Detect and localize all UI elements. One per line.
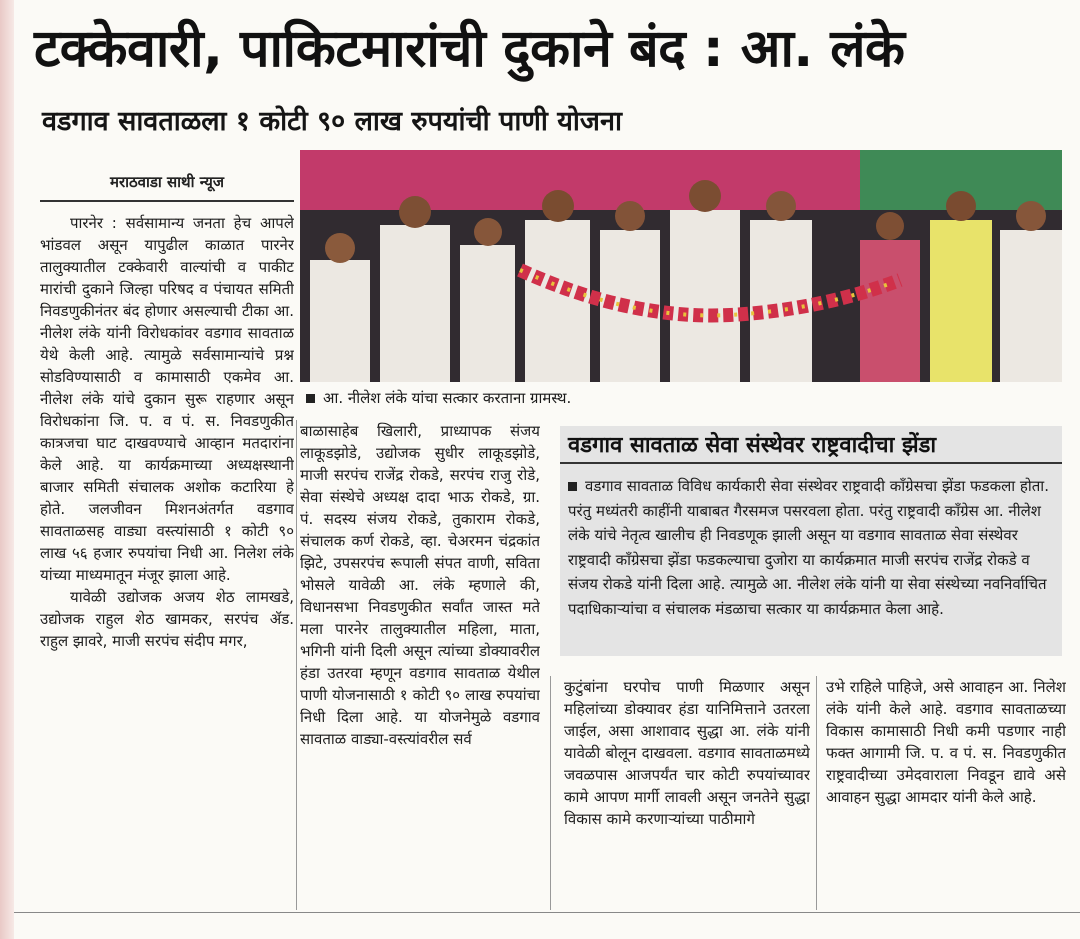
column-divider [550, 676, 551, 910]
column-divider [816, 676, 817, 910]
column-3-text: कुटुंबांना घरपोच पाणी मिळणार असून महिलांच्या डोक्यावर हंडा यानिमित्ताने उतरला जाईल, असा आशावाद सुद्धा आ. लंके यांनी यावेळी बोलून दाखवला. वडगाव सावताळमध्ये जवळपास आजपर्यंत चार कोटी रुपयांच्यावर कामे आपण मार्गी लावली असून जनतेने सुद्धा विकास कामे करणाऱ्यांच्या पाठीमागे [564, 678, 810, 828]
page-bottom-rule [14, 912, 1080, 913]
column-divider [296, 420, 297, 910]
sidebar-box-title-rule [560, 462, 1062, 464]
sidebar-box-text: वडगाव सावताळ विविध कार्यकारी सेवा संस्थेवर राष्ट्रवादी काँग्रेसचा झेंडा फडकला होता. परंतु मध्यंतरी काहींनी याबाबत गैरसमज पसरवला होता. परंतु राष्ट्रवादी काँग्रेस आ. नीलेश लंके यांचे नेतृत्व खालीच ही निवडणूक झाली असून या वडगाव सावताळ सेवा संस्थेवर राष्ट्रवादी काँग्रेसचा झेंडा फडकल्याचा दुजोरा या कार्यक्रमात माजी सरपंच राजेंद्र रोकडे व संजय रोकडे यांनी दिला आहे. त्यामुळे आ. नीलेश लंके यांनी या सेवा संस्थेच्या नवनिर्वाचित पदाधिकाऱ्यांचा व संचालक मंडळाचा सत्कार या कार्यक्रमात केला आहे. [568, 477, 1049, 618]
photo-caption-text: आ. नीलेश लंके यांचा सत्कार करताना ग्रामस्थ. [323, 389, 572, 407]
photo-illustration [300, 150, 1062, 382]
article-column-4 [826, 676, 1066, 906]
photo-caption [306, 386, 1062, 410]
photo-people [310, 180, 1062, 382]
article-column-2 [300, 420, 540, 910]
box-bullet-icon [568, 482, 577, 491]
headline: टक्केवारी, पाकिटमारांची दुकाने बंद : आ. लंके [34, 19, 905, 79]
caption-bullet-icon [306, 394, 315, 403]
byline: मराठवाडा साथी न्यूज [109, 173, 225, 191]
sidebar-box-body [568, 474, 1058, 621]
article-column-1 [40, 212, 294, 898]
sidebar-box-title: वडगाव सावताळ सेवा संस्थेवर राष्ट्रवादीचा झेंडा [568, 433, 937, 458]
column-4-text: उभे राहिले पाहिजे, असे आवाहन आ. निलेश लंके यांनी केले आहे. वडगाव सावताळच्या विकास कामासाठी निधी कमी पडणार नाही फक्त आगामी जि. प. व पं. स. निवडणुकीत राष्ट्रवादीच्या उमेदवाराला निवडून द्यावे असे आवाहन सुद्धा आमदार यांनी केले आहे. [826, 678, 1066, 806]
news-photo [300, 150, 1062, 382]
article-column-3 [564, 676, 810, 906]
column-1-paragraph-1: पारनेर : सर्वसामान्य जनता हेच आपले भांडवल असून यापुढील काळात पारनेर तालुक्यातील टक्केवारी वाल्यांची व पाकीट मारांची दुकाने जिल्हा परिषद व पंचायत समिती निवडणुकीनंतर बंद होणार असल्याची टीका आ. नीलेश लंके यांनी विरोधकांवर वडगाव सावताळ येथे केली आहे. त्यामुळे सर्वसामान्यांचे प्रश्न सोडविण्यासाठी व कामासाठी एकमेव आ. नीलेश लंके यांचे दुकान सुरू राहणार असून विरोधकांना जि. प. व पं. स. निवडणुकीत कात्रजचा घाट दाखवण्याचे आव्हान मतदारांना केले आहे. या कार्यक्रमाच्या अध्यक्षस्थानी बाजार समिती संचालक अशोक कटारिया हे होते. जलजीवन मिशनअंतर्गत वडगाव सावताळसह वाड्या वस्त्यांसाठी १ कोटी ९० लाख ५६ हजार रुपयांचा निधी आ. निलेश लंके यांच्या माध्यमातून मंजूर झाला आहे. [40, 214, 294, 584]
subheadline: वडगाव सावताळला १ कोटी ९० लाख रुपयांची पाणी योजना [42, 106, 622, 137]
sidebar-box [560, 426, 1062, 656]
column-2-text: बाळासाहेब खिलारी, प्राध्यापक संजय लाकूडझोडे, उद्योजक सुधीर लाकूडझोडे, माजी सरपंच राजेंद्र रोकडे, सरपंच राजु रोडे, सेवा संस्थेचे अध्यक्ष दादा भाऊ रोकडे, ग्रा. पं. सदस्य संजय रोकडे, तुकाराम रोकडे, संचालक कर्ण रोकडे, व्हा. चेअरमन चंद्रकांत झिटे, उपसरपंच रूपाली संपत वाणी, सविता भोसले यावेळी आ. लंके म्हणाले की, विधानसभा निवडणुकीत सर्वांत जास्त मते मला पारनेर तालुक्यातील महिला, माता, भगिनी यांनी दिली असून त्यांच्या डोक्यावरील हंडा उतरवा म्हणून वडगाव सावताळ येथील पाणी योजनासाठी १ कोटी ९० लाख रुपयांचा निधी दिला आहे. या योजनेमुळे वडगाव सावताळ वाड्या-वस्त्यांवरील सर्व [300, 422, 540, 748]
page-margin-strip [0, 0, 14, 939]
byline-rule [40, 200, 294, 202]
column-1-paragraph-2: यावेळी उद्योजक अजय शेठ लामखडे, उद्योजक राहुल शेठ खामकर, सरपंच ॲड. राहुल झावरे, माजी सरपंच संदीप मगर, [40, 588, 294, 650]
